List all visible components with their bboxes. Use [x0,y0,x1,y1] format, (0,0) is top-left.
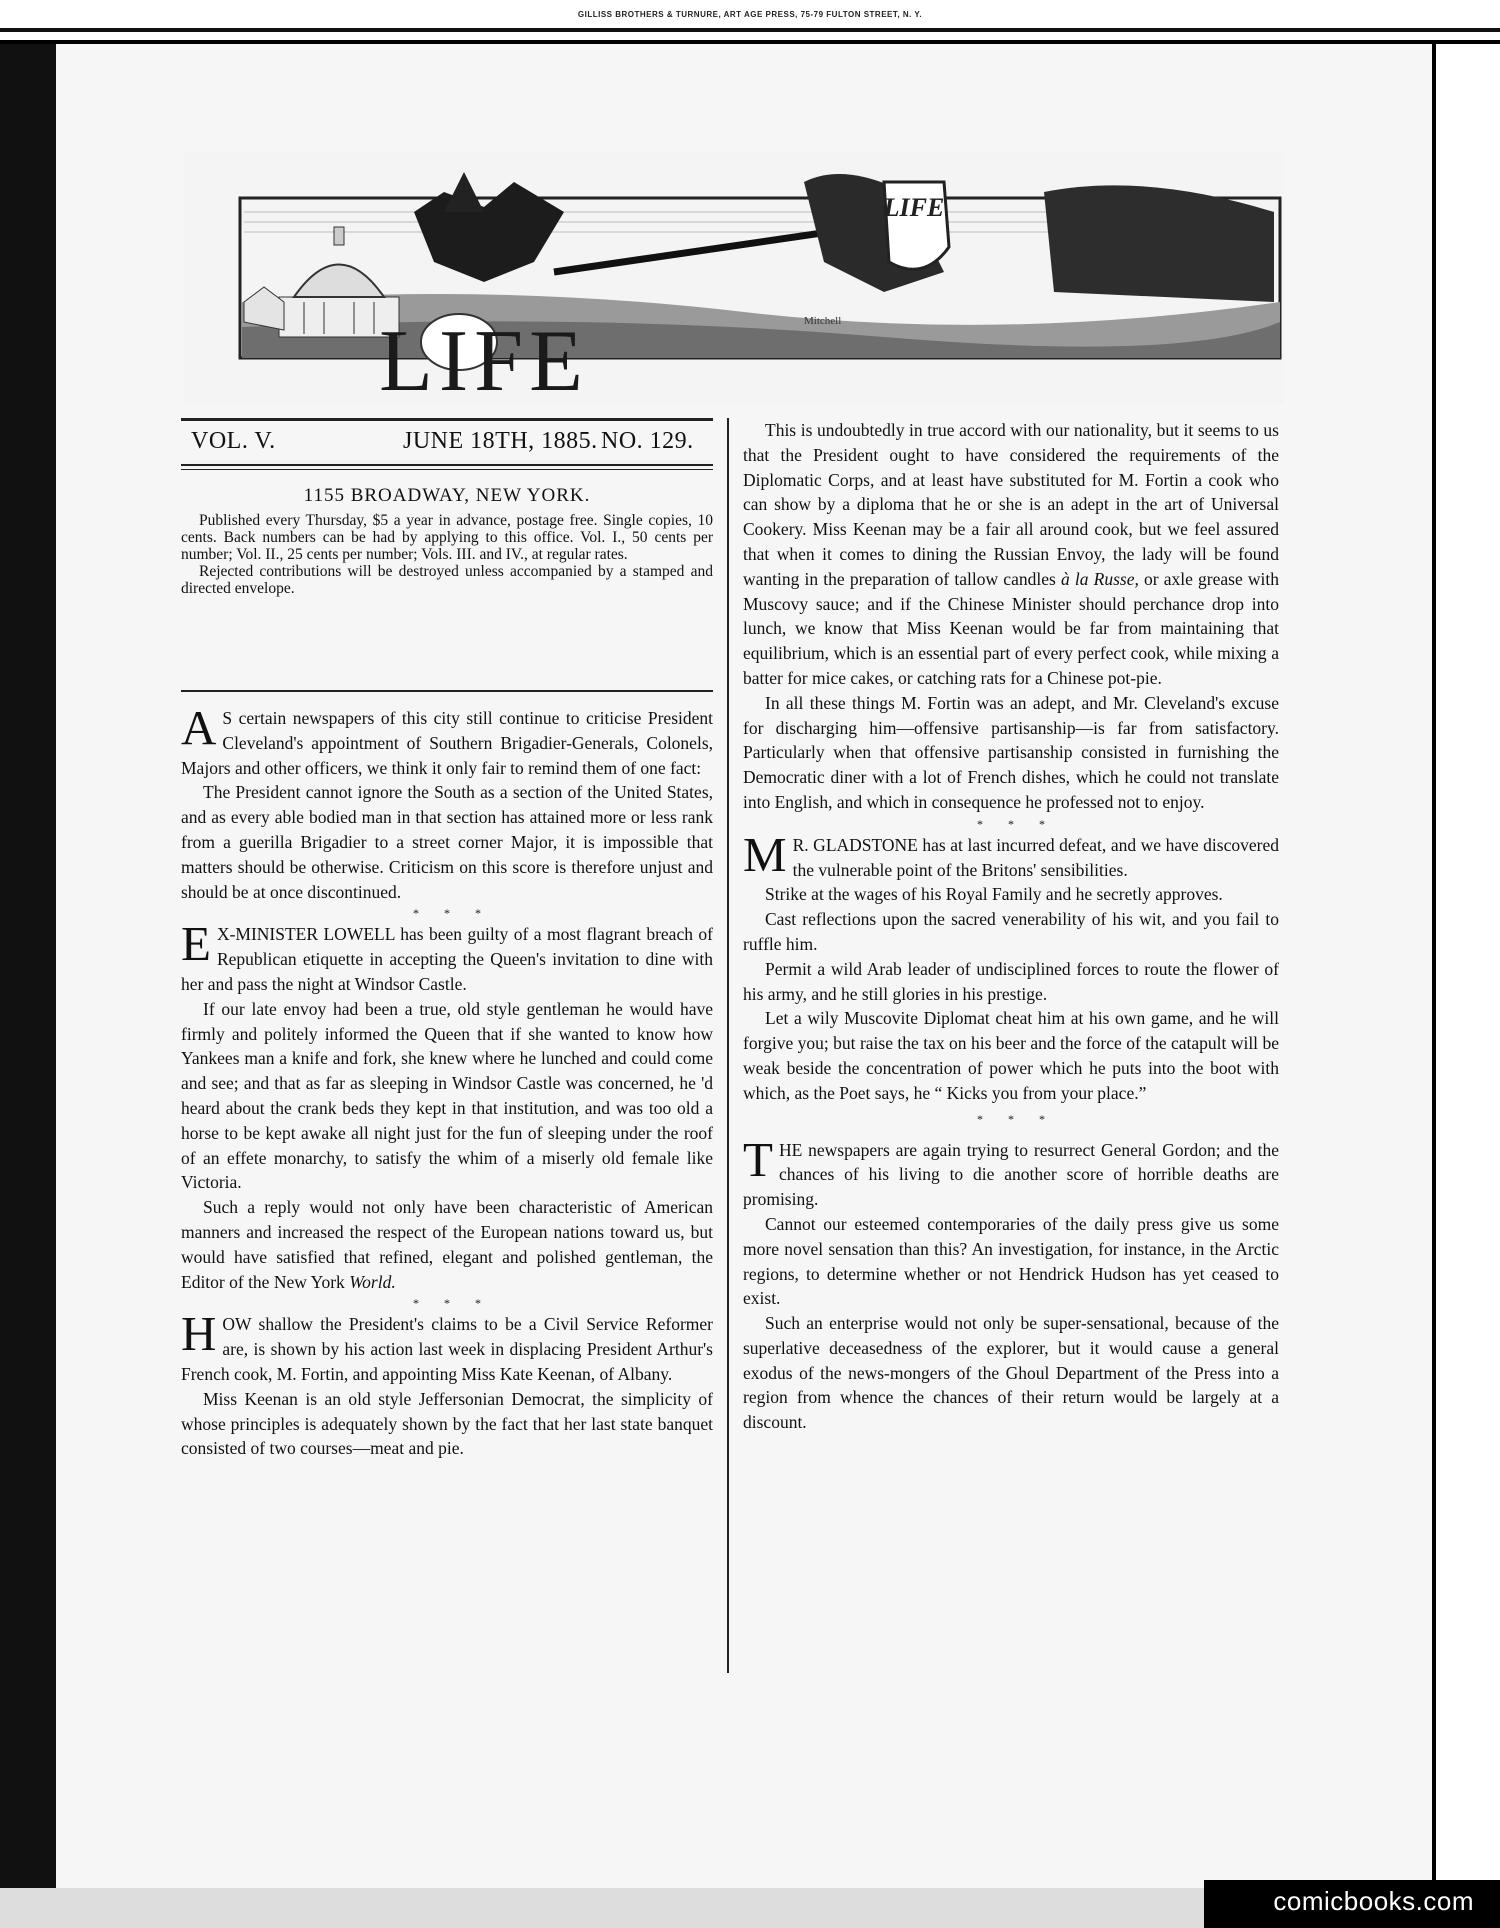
next-page-edge [1436,44,1500,1890]
article-gordon [743,1131,1279,1212]
rule-issue-bottom-thin [181,469,713,470]
article-paragraph: Permit a wild Arab leader of undisciplined forces to route the flower of his army, and he still glories in his prestige. [743,958,1279,1004]
issue-date: JUNE 18TH, 1885. [403,428,598,454]
shield-logo-text: LIFE [883,193,945,222]
drop-cap: H [181,1306,217,1362]
issue-number: NO. 129. [601,428,694,454]
previous-page-edge [0,0,1500,40]
left-column [181,700,713,1461]
right-column [743,418,1279,1435]
issue-line [181,428,713,460]
article-text: HE newspapers are again trying to resurrect General Gordon; and the chances of his living to die another score of horrible deaths are promising. [743,1139,1279,1210]
office-address: 1155 BROADWAY, NEW YORK. [303,485,591,506]
drop-cap: A [181,700,217,755]
article-paragraph: Strike at the wages of his Royal Family and he secretly approves. [765,884,1223,905]
subscription-notice: Published every Thursday, $5 a year in advance, postage free. Single copies, 10 cents. Back numbers can be had by applying to this office. Vol. I., 50 cents per number; Vol. II., 25 cents per number; Vols. III. and IV., at regular rates. [181,512,713,563]
site-watermark [1204,1880,1500,1928]
article-paragraph: Cast reflections upon the sacred venerability of his wit, and you fail to ruffle him. [743,909,1279,954]
article-paragraph: Cannot our esteemed contemporaries of the daily press give us some more novel sensation than this? An investigation, for instance, in the Arctic regions, to determine whether or not Hendrick Hudson has yet ceased to exist. [743,1213,1279,1309]
artist-signature: Mitchell [804,315,842,327]
article-southern-officers [181,700,713,780]
column-divider [727,418,729,1673]
article-text: X-MINISTER LOWELL has been guilty of a most flagrant breach of Republican etiquette in accepting the Queen's invitation to dine with her and pass the night at Windsor Castle. [181,924,713,994]
article-text: This is undoubtedly in true accord with our nationality, but it seems to us that the President ought to have considered the requirements of the Diplomatic Corps, and at least have substituted for M. Fortin a cook who can show by a diploma that he or she is an adept in the art of Universal Cookery. Miss Keenan may be a fair all around cook, but we feel assured that when it comes to dining the Russian Envoy, the lady will be found wanting in the preparation of tallow candles [743,420,1279,589]
drop-cap: M [743,826,787,882]
section-stars: * * * [413,906,481,921]
drop-cap: T [743,1131,773,1187]
section-stars: * * * [413,1296,481,1311]
masthead-engraving [184,152,1284,404]
printer-imprint: GILLISS BROTHERS & TURNURE, ART AGE PRESS, 75-79 FULTON STREET, N. Y. [577,10,923,19]
article-gladstone [743,826,1279,883]
masthead-illustration [184,152,1284,404]
page-edge-shadow [0,28,1500,32]
section-stars: * * * [977,1111,1045,1126]
watermark-text: comicbooks.com [1273,1886,1474,1916]
drop-cap: E [181,916,211,972]
article-paragraph [181,1195,713,1294]
article-lowell [181,916,713,996]
article-text: R. GLADSTONE has at last incurred defeat, and we have discovered the vulnerable point of the Britons' sensibilities. [792,834,1279,880]
rule-notice-bottom [181,690,713,692]
contributions-notice: Rejected contributions will be destroyed unless accompanied by a stamped and directed envelope. [181,563,713,597]
article-text: Such a reply would not only have been characteristic of American manners and increased the respect of the European nations toward us, but would have satisfied that refined, elegant and polished gentleman, the Editor of the New York [181,1197,713,1292]
article-paragraph [743,418,1279,691]
scan-left-border [0,44,56,1890]
article-paragraph: The President cannot ignore the South as a section of the United States, and as every able bodied man in that section has attained more or less rank from a guerilla Brigadier to a street corner Major, it is impossible that matters should be otherwise. Criticism on this score is therefore unjust and should be at once discontinued. [181,782,713,902]
article-paragraph: In all these things M. Fortin was an adept, and Mr. Cleveland's excuse for discharging him—offensive partisanship—is far from satisfactory. Particularly when that offensive partisanship consisted in furnishing the Democratic diner with a lot of French dishes, which he could not translate into English, and which in consequence he professed not to enjoy. [743,692,1279,812]
rule-top [181,418,713,421]
volume: VOL. V. [191,428,276,454]
article-text: OW shallow the President's claims to be a Civil Service Reformer are, is shown by his action last week in displacing President Arthur's French cook, M. Fortin, and appointing Miss Kate Keenan, of Albany. [181,1314,713,1384]
article-paragraph: Miss Keenan is an old style Jeffersonian Democrat, the simplicity of whose principles is adequately shown by the fact that her last state banquet consisted of two courses—meat and pie. [181,1388,713,1459]
italic-phrase: à la Russe, [1060,568,1139,589]
section-stars: * * * [977,816,1045,831]
rule-issue-bottom [181,464,713,466]
article-text: or axle grease with Muscovy sauce; and if the Chinese Minister should perchance drop into lunch, we know that Miss Keenan would be far from maintaining that equilibrium, which is an essential part of every perfect cook, while mixing a batter for mice cakes, or catching rats for a Chinese pot-pie. [743,568,1279,688]
newspaper-name: World. [349,1271,396,1292]
article-paragraph: Let a wily Muscovite Diplomat cheat him at his own game, and he will forgive you; but raise the tax on his beer and the force of the catapult will be weak beside the concentration of power which he puts into the boot with which, as the Poet says, he “ Kicks you from your place.” [743,1008,1279,1103]
article-text: S certain newspapers of this city still continue to criticise President Cleveland's appointment of Southern Brigadier-Generals, Colonels, Majors and other officers, we think it only fair to remind them of one fact: [181,708,713,778]
article-paragraph: Such an enterprise would not only be super-sensational, because of the superlative deceasedness of the explorer, but it would cause a general exodus of the news-mongers of the Ghoul Department of the Press into a region from whence the chances of their return would be largely at a discount. [743,1313,1279,1433]
publication-notice [181,512,713,597]
article-paragraph: If our late envoy had been a true, old style gentleman he would have firmly and politely informed the Queen that if she wanted to know how Yankees man a knife and fork, she knew where he lunched and could come and see; and that as far as sleeping in Windsor Castle was concerned, he 'd heard about the crank beds they kept in that institution, and was too old a horse to be kept awake all night just for the fun of sleeping under the roof of an effete monarchy, to satisfy the whim of a miserly old female like Victoria. [181,998,713,1193]
masthead-title: LIFE [379,313,589,404]
article-civil-service [181,1306,713,1386]
